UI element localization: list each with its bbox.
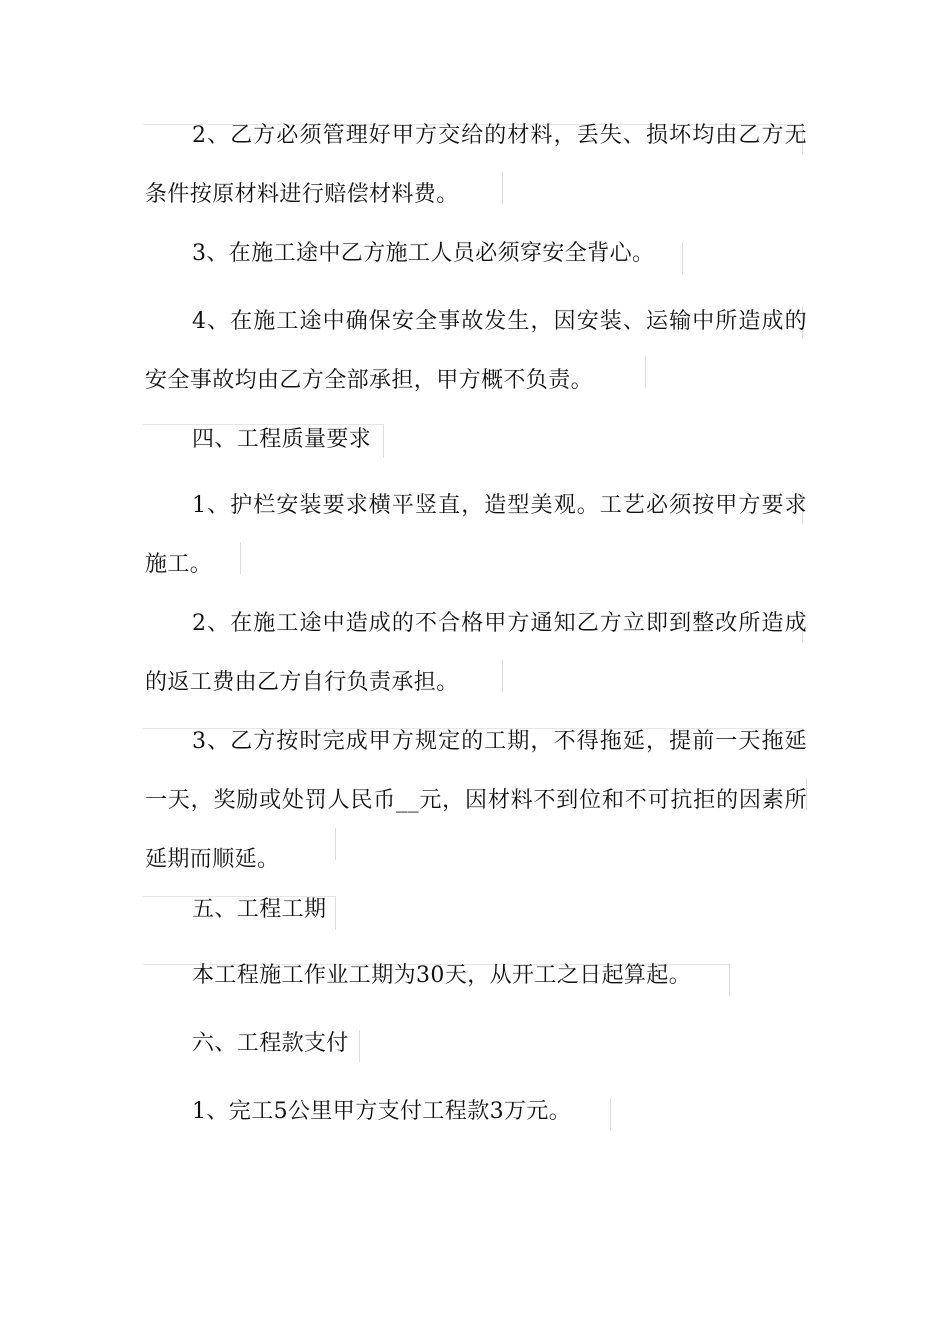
paragraph-duration: 本工程施工作业工期为30天，从开工之日起算起。 (192, 963, 692, 988)
paragraph-rework-cost: 2、在施工途中造成的不合格甲方通知乙方立即到整改所造成的返工费由乙方自行负责承担。 (145, 611, 807, 695)
section-heading-payment: 六、工程款支付 (192, 1031, 349, 1056)
section-heading-schedule: 五、工程工期 (192, 897, 327, 922)
paragraph-material-responsibility: 2、乙方必须管理好甲方交给的材料，丢失、损坏均由乙方无条件按原材料进行赔偿材料费。 (145, 123, 807, 207)
paragraph-payment-first: 1、完工5公里甲方支付工程款3万元。 (192, 1099, 572, 1124)
paragraph-schedule-penalty: 3、乙方按时完成甲方规定的工期，不得拖延，提前一天拖延一天，奖励或处罚人民币__元，因材料不到位和不可抗拒的因素所延期而顺延。 (145, 729, 807, 872)
paragraph-safety-vest: 3、在施工途中乙方施工人员必须穿安全背心。 (192, 241, 655, 266)
paragraph-safety-accident: 4、在施工途中确保安全事故发生，因安装、运输中所造成的安全事故均由乙方全部承担，甲方概不负责。 (145, 309, 807, 393)
paragraph-installation-requirement: 1、护栏安装要求横平竖直，造型美观。工艺必须按甲方要求施工。 (145, 493, 807, 577)
section-heading-quality: 四、工程质量要求 (192, 427, 372, 452)
